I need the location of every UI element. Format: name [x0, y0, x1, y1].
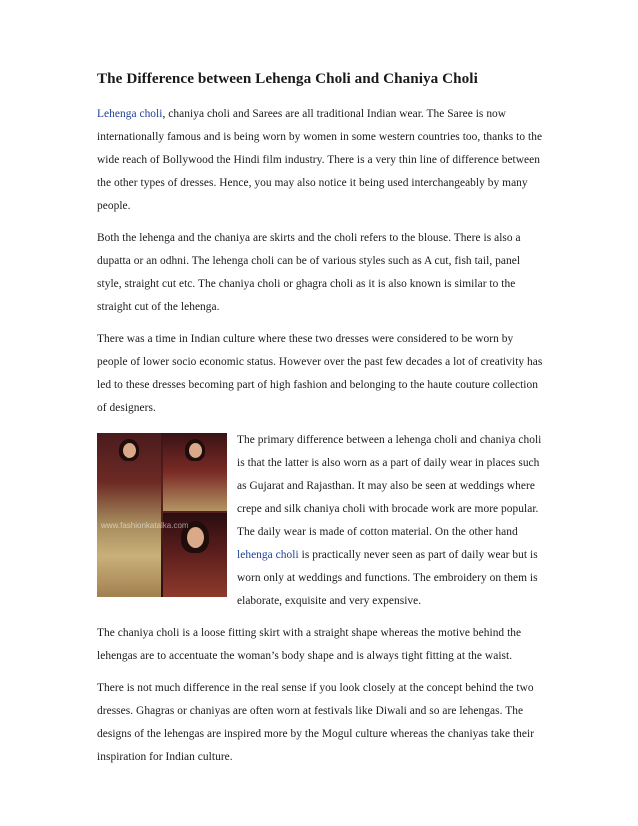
document-page — [97, 68, 543, 778]
model-face-right — [189, 443, 202, 458]
model-face-bottom — [187, 527, 204, 548]
paragraph-1-text: , chaniya choli and Sarees are all traditional Indian wear. The Saree is now internationally famous and is being worn by women in some western countries too, thanks to the wide reach of Bollywood the Hindi film industry. There is a very thin line of difference between the other types of dresses. Hence, you may also notice it being used interchangeably by many people. — [97, 108, 543, 212]
document-title: The Difference between Lehenga Choli and Chaniya Choli — [97, 70, 478, 87]
paragraph-3-text: There was a time in Indian culture where these two dresses were considered to be worn by people of lower socio economic status. However over the past few decades a lot of creativity has led to these dresses becoming part of high fashion and belonging to the haute couture collection of designers. — [97, 333, 543, 414]
lehenga-choli-link-2[interactable]: lehenga choli — [237, 549, 299, 561]
lehenga-photo — [97, 433, 227, 597]
model-face-left — [123, 443, 136, 458]
lehenga-choli-link-1[interactable]: Lehenga choli — [97, 108, 163, 120]
paragraph-4-text-after: is practically never seen as part of daily wear but is worn only at weddings and functions. The embroidery on them is elaborate, exquisite and very expensive. — [237, 549, 538, 607]
photo-watermark: www.fashionkatalka.com — [101, 521, 189, 530]
paragraph-2: Both the lehenga and the chaniya are skirts and the choli refers to the blouse. There is also a dupatta or an odhni. The lehenga choli can be of various styles such as A cut, fish tail, panel style, straight cut etc. The chaniya choli or ghagra choli as it is also known is similar to the straight cut of the lehenga. — [97, 232, 521, 313]
paragraph-6: There is not much difference in the real sense if you look closely at the concept behind the two dresses. Ghagras or chaniyas are often worn at festivals like Diwali and so are lehengas. The designs of the lehengas are inspired more by the Mogul culture whereas the chaniyas take their inspiration for Indian culture. — [97, 682, 535, 763]
paragraph-1 — [97, 103, 543, 218]
paragraph-3 — [97, 328, 543, 420]
paragraph-4-text: The primary difference between a lehenga choli and chaniya choli is that the latter is also worn as a part of daily wear in places such as Gujarat and Rajasthan. It may also be seen at weddings where crepe and silk chaniya choli with brocade work are more popular. The daily wear is made of cotton material. On the other hand — [237, 434, 542, 538]
paragraph-5: The chaniya choli is a loose fitting skirt with a straight shape whereas the motive behind the lehengas are to accentuate the woman’s body shape and is always tight fitting at the waist. — [97, 627, 522, 662]
